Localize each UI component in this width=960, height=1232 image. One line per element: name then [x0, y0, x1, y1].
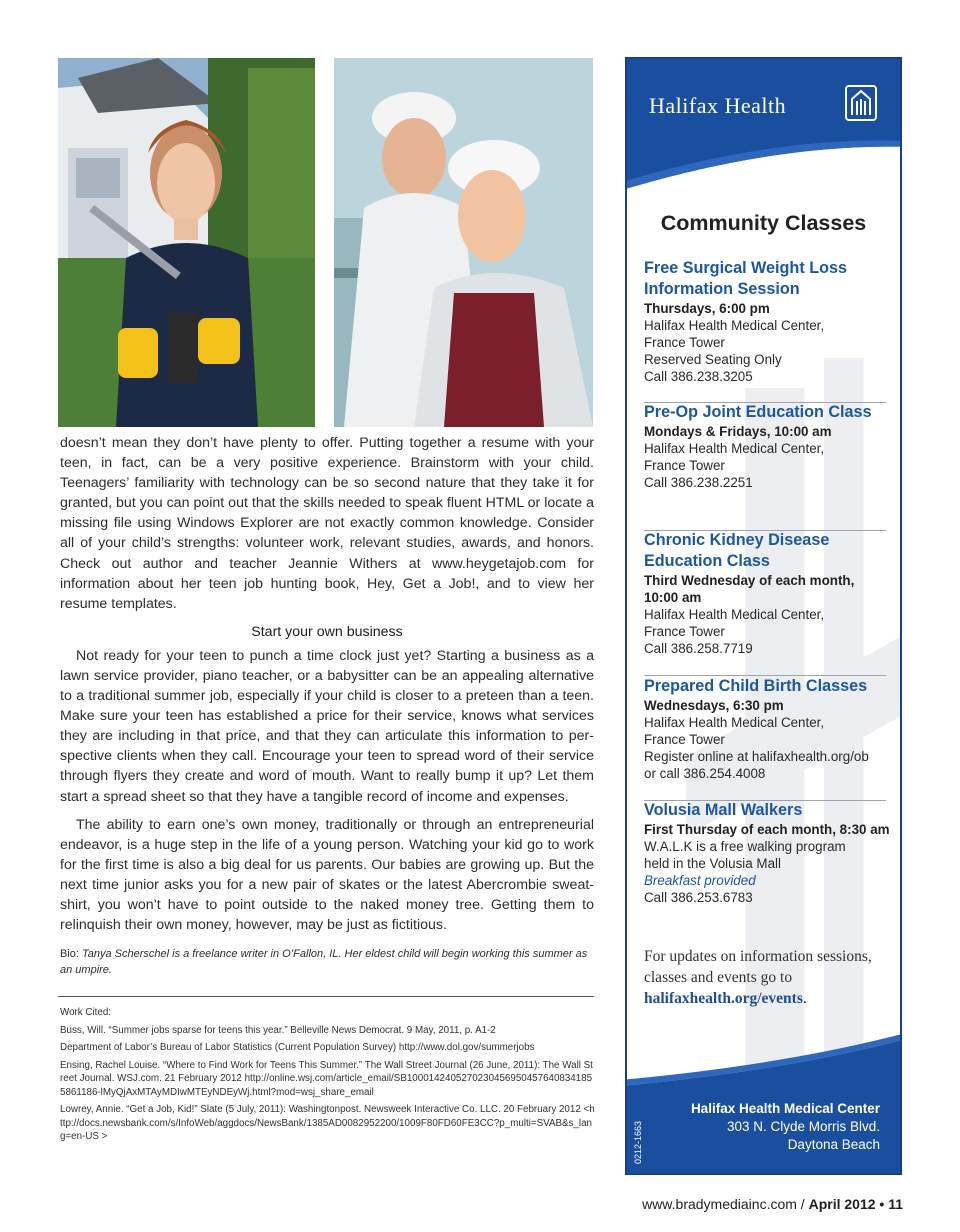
- ad-address-block: [691, 1100, 880, 1154]
- class-detail: held in the Volusia Mall: [644, 856, 781, 871]
- class-schedule: Mondays & Fridays, 10:00 am: [644, 424, 832, 439]
- class-detail: W.A.L.K is a free walking program: [644, 839, 846, 854]
- class-entry: [644, 530, 890, 657]
- class-detail: Breakfast provided: [644, 873, 756, 888]
- class-schedule: Third Wednesday of each month, 10:00 am: [644, 573, 855, 605]
- updates-period: .: [802, 990, 807, 1007]
- events-link[interactable]: halifaxhealth.org/events: [644, 990, 803, 1007]
- photo-teen-gardener: [58, 58, 315, 427]
- class-detail: France Tower: [644, 624, 725, 639]
- article-paragraph: doesn’t mean they don’t have plenty to offer. Putting together a resume with your teen, in fact, can be a very positive experience. Brainstorm with your child. Teenagers’ familiarity with technology can be so second nature that they take it for granted, but you can point out that the skills needed to speak fluent HTML or locate a missing file using Windows Explorer are not exactly common knowledge. Consider all of your child’s strengths: volunteer work, relevant studies, awards, and honors. Check out author and teacher Jeannie Withers at www.heygetajob.com for information about her teen job hunting book, Hey, Get a Job!, and to view her resume templates.: [60, 435, 594, 612]
- class-name: Pre-Op Joint Education Class: [644, 403, 872, 421]
- class-phone: Call 386.253.6783: [644, 890, 753, 905]
- citation: Lowrey, Annie. “Get a Job, Kid!” Slate (5 July, 2011): Washingtonpost. Newsweek Interactive Co. LLC. 20 February 2012 <http://docs.newsbank.com/s/InfoWeb/aggdocs/NewsBank/1385AD0082952200/1009F80FD60FE3CC?p_multi=SVAB&s_lang=en-US >: [60, 1104, 595, 1142]
- bio-label: Bio:: [60, 948, 79, 961]
- updates-text: For updates on information sessions, classes and events go to: [644, 948, 872, 986]
- class-name: Volusia Mall Walkers: [644, 801, 803, 819]
- class-detail: France Tower: [644, 335, 725, 350]
- class-entry: [644, 800, 890, 906]
- class-detail: France Tower: [644, 458, 725, 473]
- article-paragraph: Not ready for your teen to punch a time clock just yet? Starting a business as a lawn service provider, piano teacher, or a babysitter can be an appealing alternative to a traditional summer job, especially if your child is closer to a preteen than a teen. Make sure your teen has established a price for their service, knows what services they are including in that price, and that they can articulate this information to per-spective clients when they call. Encourage your teen to spread word of their service through flyers they create and word of mouth. Want to really bump it up? Let them start a spread sheet so that they have a tangible record of income and expenses.: [60, 647, 594, 805]
- divider: [58, 996, 594, 997]
- article-paragraph: The ability to earn one’s own money, traditionally or through an entrepreneurial endeavor, is a huge step in the life of a young person. Watching your kid go to work for the first time is also a big deal for us parents. Our babies are growing up. But the next time junior asks you for a new pair of skates or the latest Abercrombie sweat-shirt, you won’t have to point outside to the naked money tree. Getting them to relinquish their own money, however, may be just as fictitious.: [60, 816, 594, 934]
- footer-issue: April 2012 • 11: [808, 1196, 903, 1212]
- facility-city: Daytona Beach: [787, 1137, 880, 1152]
- class-entry: [644, 258, 890, 385]
- citation: Ensing, Rachel Louise. “Where to Find Work for Teens This Summer.” The Wall Street Journal (26 June, 2011): The Wall Street Journal. WSJ.com. 21 February 2012 http://online.wsj.com/article_email/SB10001424052702304569504576408341855861186-lMyQjAxMTAyMDIwMTEyNDEyWj.html?mod=wsj_share_email: [60, 1059, 593, 1098]
- facility-name: Halifax Health Medical Center: [690, 1101, 880, 1116]
- class-detail: Halifax Health Medical Center,: [644, 318, 825, 333]
- class-schedule: Thursdays, 6:00 pm: [644, 301, 770, 316]
- class-phone: or call 386.254.4008: [644, 766, 766, 781]
- updates-notice: [644, 946, 894, 1009]
- facility-address: 303 N. Clyde Morris Blvd.: [726, 1119, 880, 1134]
- works-cited: [60, 1006, 596, 1148]
- class-entry: [644, 676, 890, 782]
- class-entry: [644, 402, 890, 491]
- halifax-health-logo-icon: [845, 85, 877, 121]
- class-detail: Halifax Health Medical Center,: [644, 715, 825, 730]
- page-footer: [642, 1196, 903, 1212]
- class-detail: Register online at halifaxhealth.org/ob: [644, 749, 869, 764]
- citation: Buss, Will. “Summer jobs sparse for teens this year.” Belleville News Democrat. 9 May, 2011, p. A1-2: [60, 1024, 496, 1036]
- photo-teen-workers: [334, 58, 593, 427]
- halifax-health-ad: [625, 57, 902, 1175]
- ad-code: 0212-1663: [633, 1121, 643, 1165]
- class-phone: Call 386.238.2251: [644, 475, 753, 490]
- class-detail: Reserved Seating Only: [644, 352, 782, 367]
- footer-separator: /: [796, 1196, 809, 1212]
- class-detail: Halifax Health Medical Center,: [644, 441, 825, 456]
- class-name: Chronic Kidney Disease Education Class: [644, 531, 830, 570]
- class-name: Free Surgical Weight Loss Information Session: [644, 259, 847, 298]
- bio-text: Tanya Scherschel is a freelance writer in O’Fallon, IL. Her eldest child will begin working this summer as an umpire.: [60, 948, 588, 976]
- ad-title: Community Classes: [660, 211, 867, 235]
- author-bio: [60, 947, 594, 978]
- citation: Department of Labor’s Bureau of Labor Statistics (Current Population Survey) http://www.dol.gov/summerjobs: [60, 1042, 535, 1053]
- brand-name: Halifax Health: [649, 93, 787, 118]
- section-heading: Start your own business: [251, 623, 403, 640]
- article-body: [60, 433, 594, 978]
- class-schedule: First Thursday of each month, 8:30 am: [644, 822, 890, 837]
- footer-site[interactable]: www.bradymediainc.com: [642, 1196, 797, 1212]
- class-detail: Halifax Health Medical Center,: [644, 607, 825, 622]
- class-phone: Call 386.258.7719: [644, 641, 753, 656]
- class-detail: France Tower: [644, 732, 725, 747]
- works-cited-title: Work Cited:: [60, 1007, 111, 1018]
- class-name: Prepared Child Birth Classes: [644, 677, 868, 695]
- class-phone: Call 386.238.3205: [644, 369, 753, 384]
- class-schedule: Wednesdays, 6:30 pm: [644, 698, 784, 713]
